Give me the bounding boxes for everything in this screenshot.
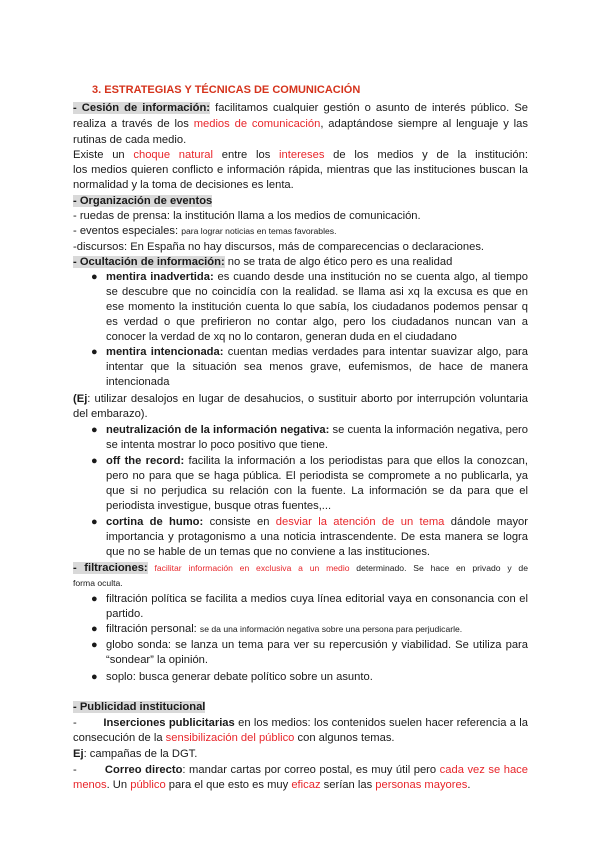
s3-b5-line-1: cortina de humo: consiste en desviar la atención de un tema dándole mayor xyxy=(106,516,528,528)
bullet-icon: ● xyxy=(91,346,98,358)
s2-line-3: -discursos: En España no hay discursos, más de comparecencias o declaraciones. xyxy=(73,241,485,253)
s3-b2-line-2: intentar que la situación sea menos grave, eufemismos, de hace de manera xyxy=(106,361,528,373)
s4-b2-line-1: filtración personal: se da una información negativa sobre una persona para perjudicarle. xyxy=(106,623,463,635)
bullet-icon: ● xyxy=(91,671,98,683)
bullet-icon: ● xyxy=(91,593,98,605)
s4-line-2: forma oculta. xyxy=(73,578,123,588)
s3-heading-line: - Ocultación de información: no se trata de algo ético pero es una realidad xyxy=(73,256,453,268)
s3-b1-line-5: conocer la verdad de xq no lo contaron, generan duda en el ciudadano xyxy=(106,331,457,343)
bullet-icon: ● xyxy=(91,639,98,651)
bullet-icon: ● xyxy=(91,271,98,283)
s4-b3-line-2: “sondear” la opinión. xyxy=(106,654,208,666)
s2-line-2: - eventos especiales: para lograr noticias en temas favorables. xyxy=(73,225,337,237)
s3-b4-line-4: periodista investigue, busque otras fuentes,... xyxy=(106,500,332,512)
s4-b1-line-2: partido. xyxy=(106,608,144,620)
s3-b5-line-2: importancia y protagonismo a una noticia intrascendente. De esta manera se logra xyxy=(106,531,528,543)
s5-line-5: menos. Un público para el que esto es muy eficaz serían las personas mayores. xyxy=(73,779,471,791)
bullet-icon: ● xyxy=(91,424,98,436)
s3-example-line-1: (Ej: utilizar desalojos en lugar de desahucios, o sustituir aborto por interrupción voluntaria xyxy=(73,393,528,405)
section-title: 3. ESTRATEGIAS Y TÉCNICAS DE COMUNICACIÓN xyxy=(92,84,361,96)
s3-b4-line-3: que si no perjudica su relación con la fuente. La información se da para que el xyxy=(106,485,528,497)
s4-b4-line-1: soplo: busca generar debate político sobre un asunto. xyxy=(106,671,373,683)
s3-example-line-2: del embarazo). xyxy=(73,408,148,420)
s3-heading: - Ocultación de información: xyxy=(73,256,225,268)
s5-heading-line xyxy=(73,700,528,715)
s4-line-1: - filtraciones: facilitar información en exclusiva a un medio determinado. Se hace en privado y de xyxy=(73,562,528,574)
bullet-icon: ● xyxy=(91,516,98,528)
s5-heading: - Publicidad institucional xyxy=(73,701,206,713)
s3-b1-line-1: mentira inadvertida: es cuando desde una institución no se cuenta algo, al tiempo xyxy=(106,271,528,283)
s2-heading: - Organización de eventos xyxy=(73,195,213,207)
s1-line-6: normalidad y la toma de decisiones es lenta. xyxy=(73,179,294,191)
s3-b1-line-3: ese momento la institución cuenta lo que sabía, los ciudadanos podemos pensar q xyxy=(106,301,528,313)
s3-b4-line-1: off the record: facilita la información a los periodistas para que ellos la conozcan, xyxy=(106,455,528,467)
s1-line-1: - Cesión de información: facilitamos cualquier gestión o asunto de interés público. Se xyxy=(73,102,529,114)
s1-line-2: realiza a través de los medios de comunicación, adaptándose siempre al lenguaje y las xyxy=(73,118,528,130)
s5-line-4: - Correo directo: mandar cartas por correo postal, es muy útil pero cada vez se hace xyxy=(73,764,528,776)
s1-line-4: Existe un choque natural entre los intereses de los medios y de la institución: xyxy=(73,149,528,161)
s3-b4-line-2: pero no para que se haga pública. El periodista se compromete a no publicarla, ya xyxy=(106,470,528,482)
s5-line-2: consecución de la sensibilización del público con algunos temas. xyxy=(73,732,395,744)
s5-line-1: - Inserciones publicitarias en los medios: los contenidos suelen hacer referencia a la xyxy=(73,717,528,729)
s3-b5-line-3: que no se hable de un temas que no conviene a las instituciones. xyxy=(106,546,431,558)
s3-b1-line-4: es verdad o que prefirieron no contar algo, pero los ciudadanos nuncan van a xyxy=(106,316,528,328)
s1-line-3: rutinas de cada medio. xyxy=(73,134,187,146)
s4-b3-line-1: globo sonda: se lanza un tema para ver su repercusión y viabilidad. Se utiliza para xyxy=(106,639,528,651)
s2-line-1: - ruedas de prensa: la institución llama a los medios de comunicación. xyxy=(73,210,421,222)
s4-b1-line-1: filtración política se facilita a medios cuya línea editorial vaya en consonancia con el xyxy=(106,593,528,605)
s5-example: Ej: campañas de la DGT. xyxy=(73,748,198,760)
s3-b3-line-2: se intenta mostrar lo poco positivo que tiene. xyxy=(106,439,329,451)
s3-b2-line-3: intencionada xyxy=(106,376,170,388)
bullet-icon: ● xyxy=(91,455,98,467)
s3-b1-line-2: se descubre que no coincidía con la realidad. se llama asi xq la excusa es que en xyxy=(106,286,528,298)
s1-line-5: los medios quieren conflicto e información rápida, mientras que las instituciones buscan la xyxy=(73,164,528,176)
s3-b2-line-1: mentira intencionada: cuentan medias verdades para intentar suavizar algo, para xyxy=(106,346,528,358)
s2-heading-line xyxy=(73,194,528,209)
s4-heading: - filtraciones: xyxy=(73,562,148,574)
bullet-icon: ● xyxy=(91,623,98,635)
s3-b3-line-1: neutralización de la información negativa: se cuenta la información negativa, pero xyxy=(106,424,528,436)
s1-heading: - Cesión de información: xyxy=(73,102,211,114)
